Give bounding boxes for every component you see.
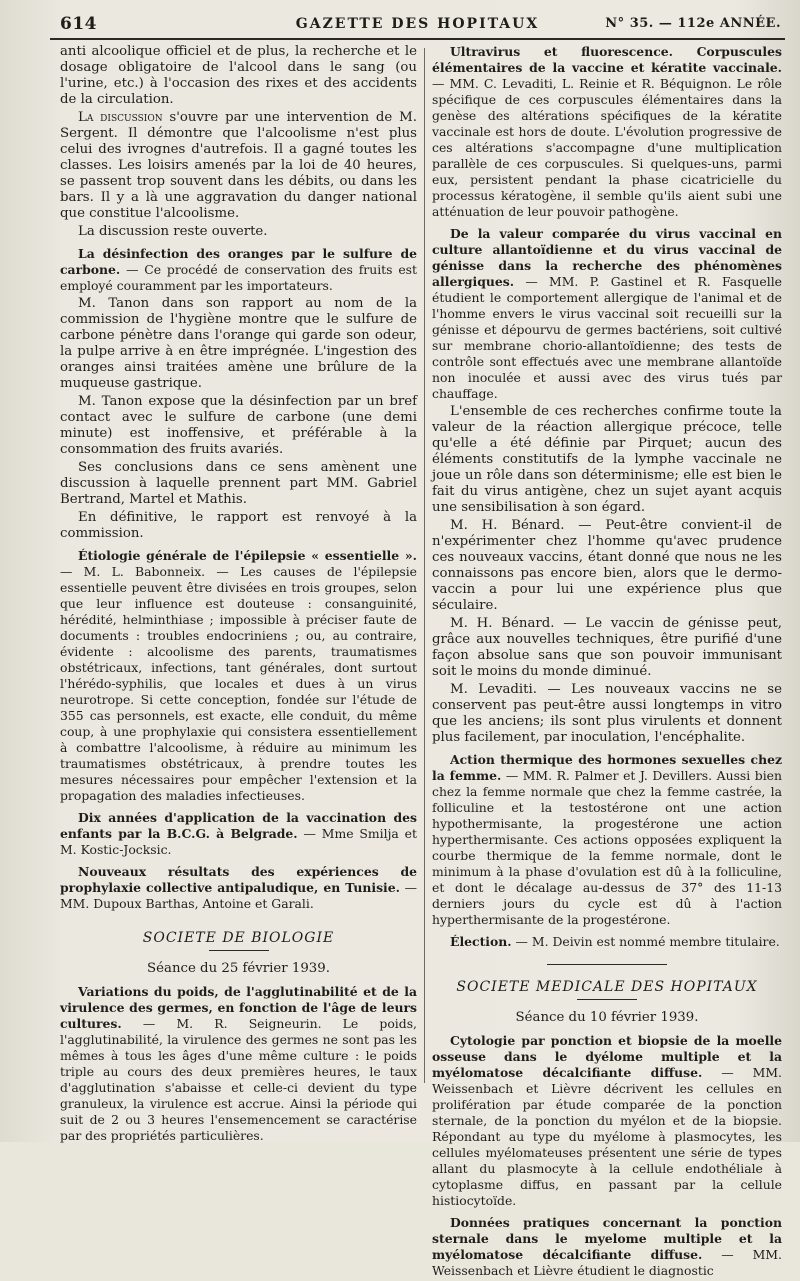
communication-text: — M. R. Seigneurin. Le poids, l'agglutinabilité, la virulence des germes ne sont pas les mêmes à tous les âges d'une même culture : le poids triple au cours des deux premières heures, le taux d'agglutination s'abaisse et celle-ci devient du type granuleux, la virulence est accrue. Ainsi la période qui suit de 2 ou 3 heures l'ensemencement se caractérise par des propriétés particulières. (60, 1016, 417, 1143)
communication-title: Données pratiques concernant la ponction sternale dans le myelome multiple et la myélomatose décalcifiante diffuse. (432, 1215, 782, 1262)
communication-title: La désinfection des oranges par le sulfure de carbone. (60, 246, 417, 277)
society-heading: SOCIETE DE BIOLOGIE (142, 930, 335, 946)
communication-title: Étiologie générale de l'épilepsie « essentielle ». (78, 548, 417, 563)
communication-title: Ultravirus et fluorescence. Corpuscules élémentaires de la vaccine et kératite vaccinale. (432, 44, 782, 75)
communication-text: — MM. Dupoux Barthas, Antoine et Garali. (60, 880, 417, 911)
section-rule (547, 964, 667, 965)
communication-title: De la valeur comparée du virus vaccinal en culture allantoïdienne et du virus vaccinal de génisse dans la recherche des phénomènes allergiques. (432, 226, 782, 289)
journal-title: GAZETTE DES HOPITAUX (295, 16, 540, 32)
column-divider (424, 48, 425, 1083)
communication-text: — Mme Smilja et M. Kostic-Jocksic. (60, 826, 417, 857)
society-heading: SOCIETE MEDICALE DES HOPITAUX (456, 979, 758, 995)
communication-title: Dix années d'application de la vaccination des enfants par la B.C.G. à Belgrade. (60, 810, 417, 841)
session-date: Séance du 25 février 1939. (147, 961, 330, 976)
paragraph: M. H. Bénard. — Peut-être convient-il de n'expérimenter chez l'homme qu'avec prudence ces nouveaux vaccins, étant donné que nous ne les connaissons pas encore bien, alors que le dermo-vaccin a pour lui une expérience plus que séculaire. (432, 518, 782, 613)
paragraph: M. H. Bénard. — Le vaccin de génisse peut, grâce aux nouvelles techniques, être purifié d'une façon absolue sans que son pouvoir immunisant soit le moins du monde diminué. (432, 616, 782, 679)
communication-text: — MM. P. Gastinel et R. Fasquelle étudient le comportement allergique de l'animal et de l'homme envers le virus vaccinal soit recueilli sur la génisse et dépourvu de germes bactériens, soit cultivé sur membrane chorio-allantoïdienne; des tests de contrôle sont effectués avec une membrane allantoïde non inoculée et aussi avec des virus tués par chauffage. (432, 274, 782, 401)
communication-title: Action thermique des hormones sexuelles chez la femme. (432, 752, 782, 783)
issue-number: N° 35. — 112e ANNÉE. (605, 16, 781, 31)
communication (432, 226, 782, 402)
communication (432, 752, 782, 928)
communication-text: — Ce procédé de conservation des fruits est employé couramment par les importateurs. (60, 262, 417, 293)
communication-text: — M. L. Babonneix. — Les causes de l'épilepsie essentielle peuvent être divisées en trois groupes, selon que leur influence est douteuse : consanguinité, hérédité, helminthiase ; impossible à préciser faute de documents : troubles endocriniens ; ou, au contraire, évidente : alcoolisme des parents, traumatismes obstétricaux, infections, tant générales, dont surtout l'hérédo-syphilis, que locales et dues à un virus neurotrope. Si cette conception, fondée sur l'étude de 355 cas personnels, est exacte, elle conduit, du même coup, à une prophylaxie qui consistera essentiellement à combattre l'alcoolisme, à réduire au minimum les traumatismes obstétricaux, à prendre toutes les mesures nécessaires pour empêcher l'extension et la propagation des maladies infectieuses. (60, 564, 417, 803)
paragraph: M. Tanon expose que la désinfection par un bref contact avec le sulfure de carbone (une demi minute) est inoffensive, et préférable à la consommation des fruits avariés. (60, 394, 417, 457)
communication-title: Variations du poids, de l'agglutinabilité et de la virulence des germes, en fonction de l'âge de leurs cultures. (60, 984, 417, 1031)
paragraph-text: s'ouvre par une intervention de M. Sergent. Il démontre que l'alcoolisme n'est plus celui des ivrognes d'autrefois. Il a gagné toutes les classes. Les loisirs amenés par la loi de 40 heures, se passent trop souvent dans les débits, ou dans les bars. Il y a là une aggravation du danger national que constitue l'alcoolisme. (60, 110, 417, 221)
paragraph: La discussion reste ouverte. (78, 224, 268, 239)
paragraph: L'ensemble de ces recherches confirme toute la valeur de la réaction allergique précoce, telle qu'elle a été définie par Pirquet; aucun des éléments constitutifs de la lymphe vaccinale ne joue un rôle dans son déterminisme; elle est bien le fait du virus antigène, chez un sujet ayant acquis une sensibilisation à son égard. (432, 404, 782, 515)
communication-text: — MM. Weissenbach et Lièvre décrivent les cellules en prolifération par étude comparée de la ponction sternale, de la ponction du myélon et de la biopsie. Répondant au type du myélome à plasmocytes, les cellules myélomateuses présentent une série de types allant du plasmocyte à la cellule endothéliale à cytoplasme diffus, en passant par la cellule histiocytoïde. (432, 1065, 782, 1208)
communication (432, 44, 782, 220)
heading-rule (577, 999, 637, 1000)
communication (60, 984, 417, 1144)
communication (432, 934, 782, 950)
communication-text: — M. Deivin est nommé membre titulaire. (511, 934, 780, 949)
heading-rule (209, 950, 269, 951)
communication-text: — MM. C. Levaditi, L. Reinie et R. Béquignon. Le rôle spécifique de ces corpuscules élémentaires dans la genèse des altérations spécifiques de la kératite vaccinale est hors de doute. L'évolution progressive de ces altérations s'accompagne d'une multiplication parallèle de ces corpuscules. Si quelques-uns, parmi eux, persistent pendant la phase cicatricielle du processus kératogène, il semble qu'ils aient subi une atténuation de leur pouvoir pathogène. (432, 76, 782, 219)
paragraph-lead: La discussion (78, 110, 163, 125)
session-date: Séance du 10 février 1939. (515, 1010, 699, 1025)
paragraph: Ses conclusions dans ce sens amènent une discussion à laquelle prennent part MM. Gabriel Bertrand, Martel et Mathis. (60, 460, 417, 507)
right-column (432, 44, 782, 1281)
communication-title: Cytologie par ponction et biopsie de la moelle osseuse dans le dyélome multiple et la myélomatose décalcifiante diffuse. (432, 1033, 782, 1080)
left-column (60, 44, 417, 1146)
communication (60, 548, 417, 804)
communication-text: — MM. R. Palmer et J. Devillers. Aussi bien chez la femme normale que chez la femme castrée, la folliculine et la testostérone ont une action hypothermisante, la progestérone une action hyperthermisante. Ces actions opposées expliquent la courbe thermique de la femme normale, dont le minimum à la phase d'ovulation est dû à la folliculine, et dont le décalage au-dessus de 37° des 11-13 derniers jours du cycle est dû à l'action hyperthermisante de la progestérone. (432, 768, 782, 927)
page-header (50, 12, 785, 40)
paragraph: M. Tanon dans son rapport au nom de la commission de l'hygiène montre que le sulfure de carbone pénètre dans l'orange qui garde son odeur, la pulpe arrive à en être imprégnée. L'ingestion des oranges ainsi traitées amène une brûlure de la muqueuse gastrique. (60, 296, 417, 391)
communication (60, 810, 417, 858)
communication (432, 1215, 782, 1279)
communication (432, 1033, 782, 1209)
paragraph: En définitive, le rapport est renvoyé à la commission. (60, 510, 417, 541)
communication-title: Élection. (450, 934, 512, 949)
paragraph: M. Levaditi. — Les nouveaux vaccins ne se conservent pas peut-être aussi longtemps in vitro que les anciens; ils sont plus virulents et donnent plus facilement, par inoculation, l'encéphalite. (432, 682, 782, 745)
page-number: 614 (60, 14, 97, 34)
communication (60, 864, 417, 912)
paragraph (60, 110, 417, 222)
communication-title: Nouveaux résultats des expériences de prophylaxie collective antipaludique, en Tunisie. (60, 864, 417, 895)
communication (60, 246, 417, 294)
communication-text: — MM. Weissenbach et Lièvre étudient le diagnostic (432, 1247, 782, 1278)
paragraph: anti alcoolique officiel et de plus, la recherche et le dosage obligatoire de l'alcool dans le sang (ou l'urine, etc.) à l'occasion des rixes et des accidents de la circulation. (60, 44, 417, 107)
